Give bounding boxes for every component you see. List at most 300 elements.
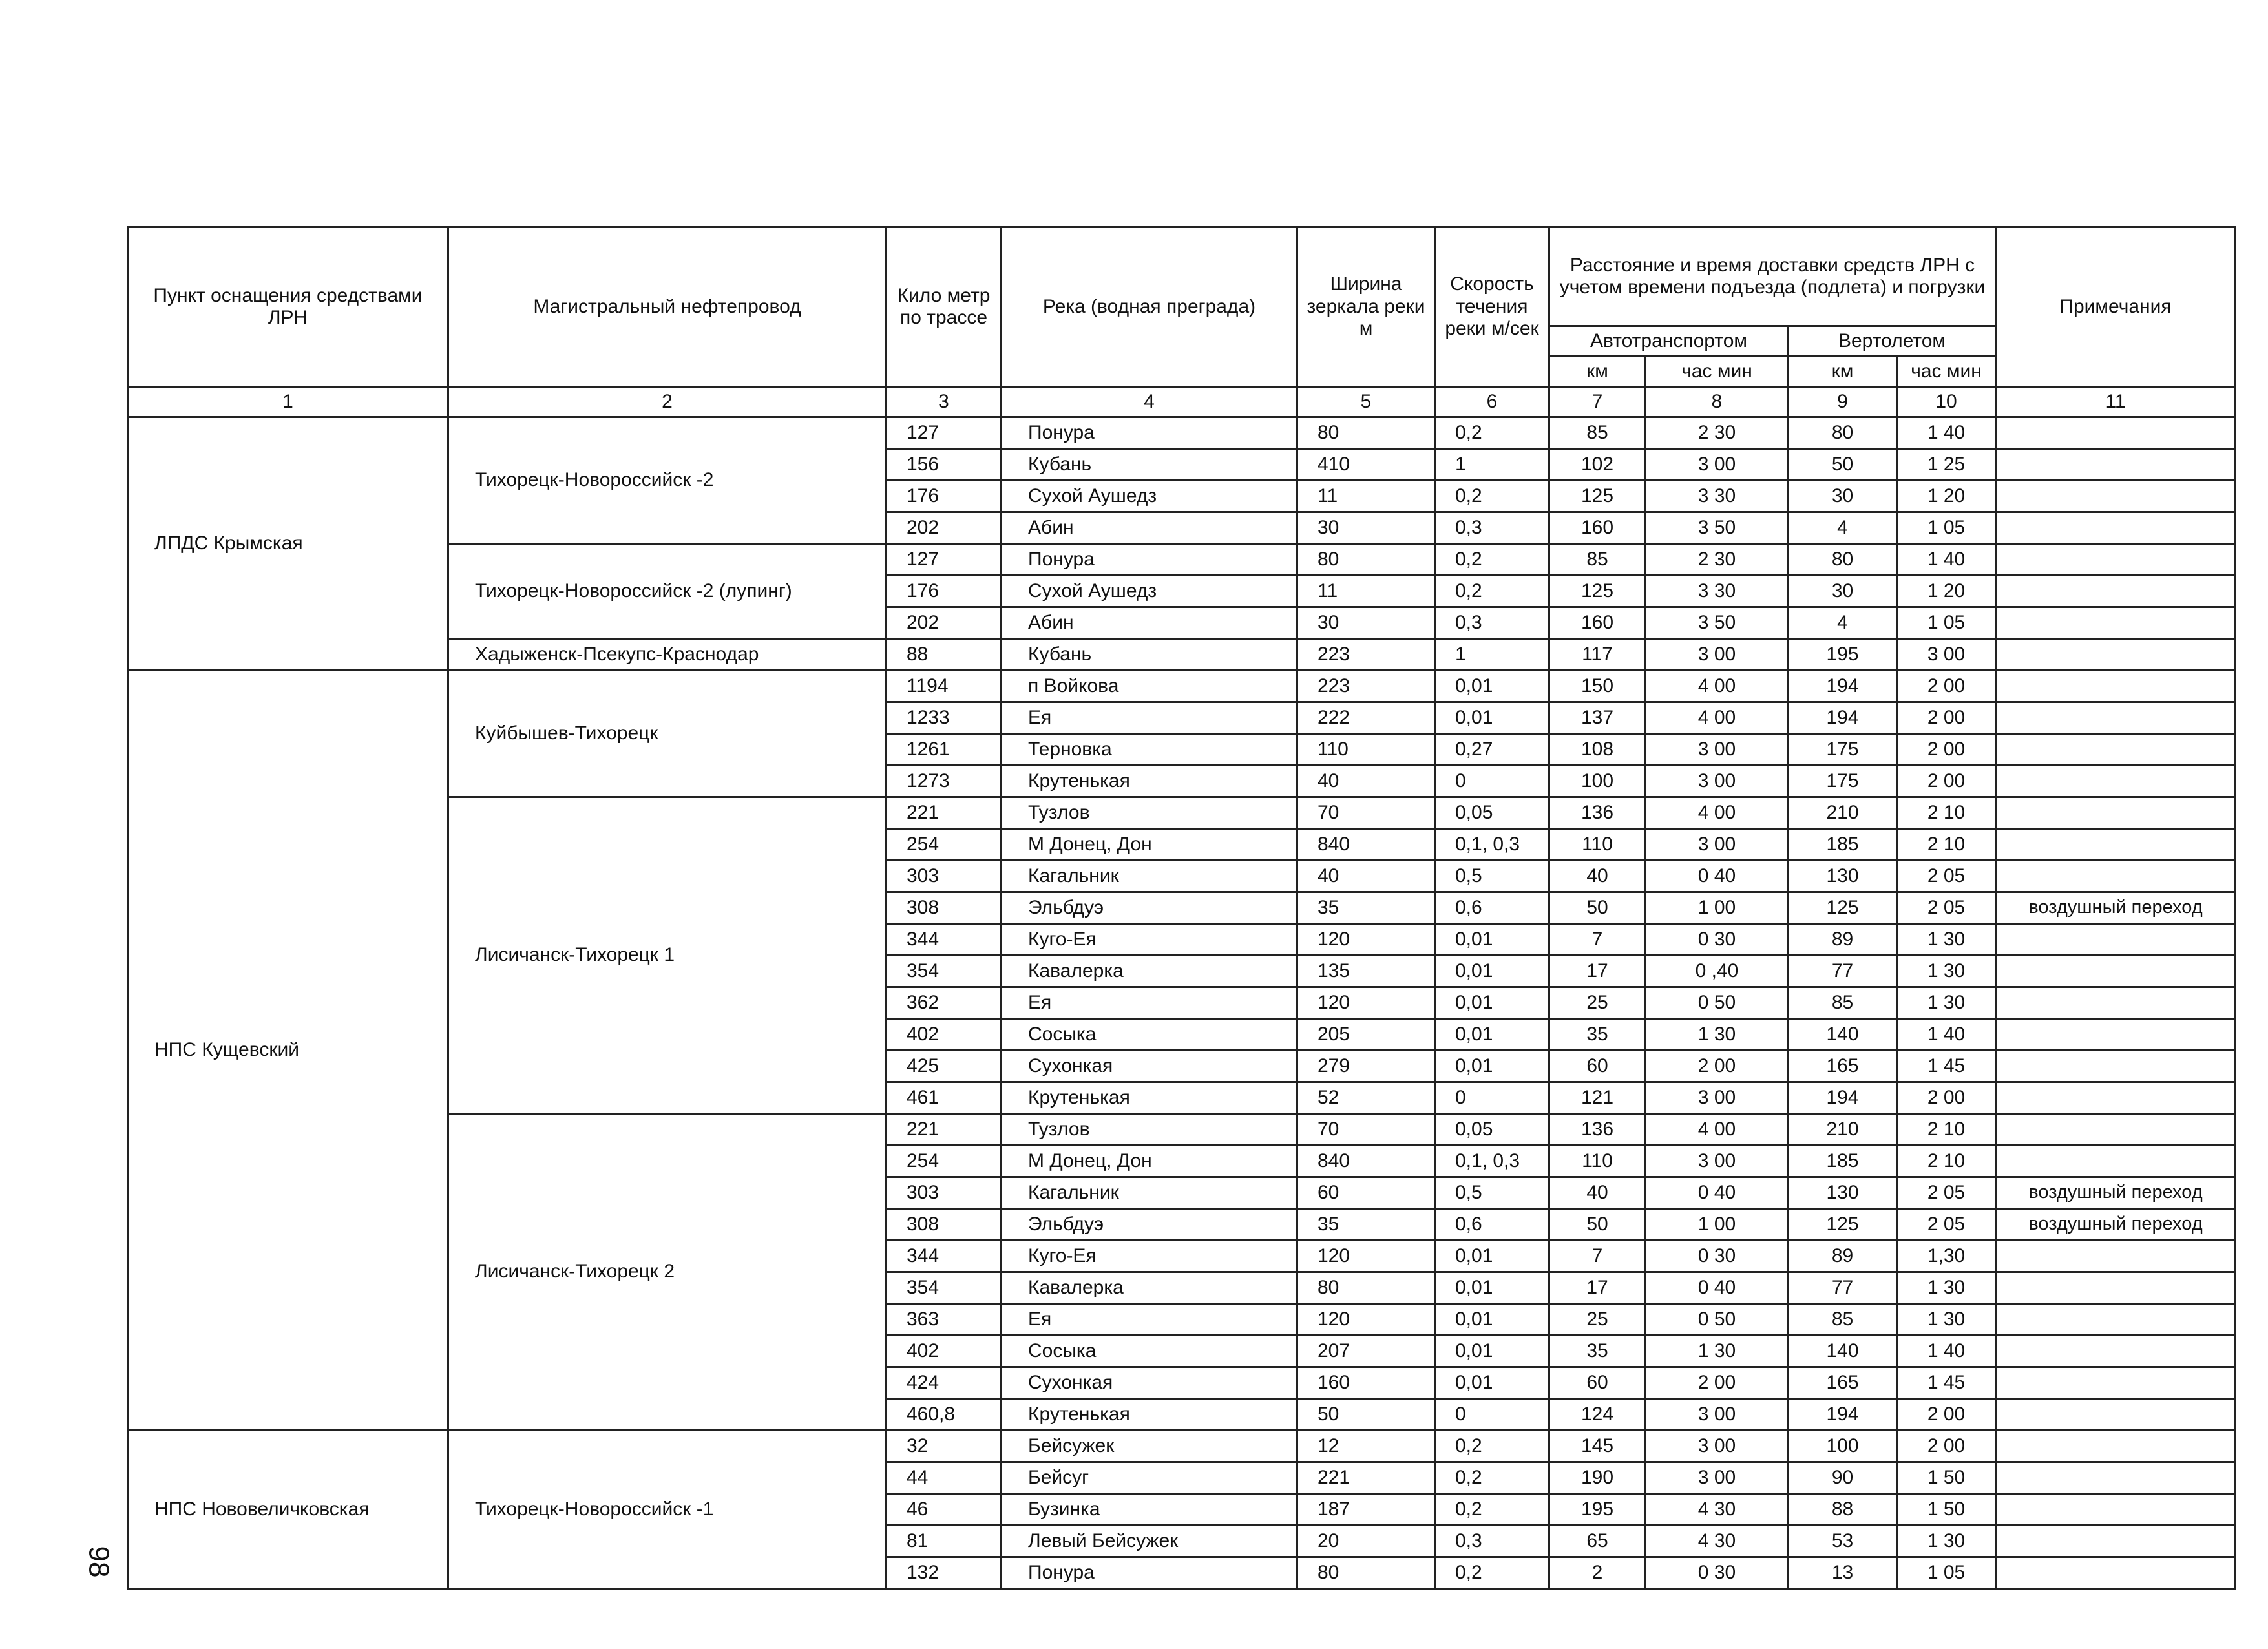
header-auto-time: час мин [1646,357,1789,387]
table-row [128,1431,2236,1462]
river-cell: Кавалерка [1002,956,1297,987]
heli-time-cell: 2 00 [1897,766,1996,797]
heli-km-cell: 175 [1789,734,1897,766]
note-cell [1996,829,2236,861]
table-row [128,671,2236,702]
speed-cell: 0 [1435,1399,1549,1431]
speed-cell: 0,2 [1435,1462,1549,1494]
speed-cell: 0,2 [1435,1557,1549,1589]
heli-km-cell: 13 [1789,1557,1897,1589]
heli-time-cell: 1 40 [1897,1019,1996,1051]
column-number: 5 [1297,387,1435,417]
auto-km-cell: 136 [1549,797,1646,829]
auto-km-cell: 121 [1549,1082,1646,1114]
auto-km-cell: 85 [1549,544,1646,576]
km-cell: 1261 [887,734,1002,766]
km-cell: 81 [887,1526,1002,1557]
note-cell [1996,639,2236,671]
note-cell [1996,797,2236,829]
column-number-row [128,387,2236,417]
river-cell: Кагальник [1002,1177,1297,1209]
width-cell: 70 [1297,797,1435,829]
auto-km-cell: 110 [1549,1146,1646,1177]
width-cell: 30 [1297,607,1435,639]
auto-time-cell: 3 50 [1646,512,1789,544]
km-cell: 202 [887,512,1002,544]
column-number: 10 [1897,387,1996,417]
heli-km-cell: 194 [1789,1399,1897,1431]
width-cell: 50 [1297,1399,1435,1431]
auto-time-cell: 0 40 [1646,861,1789,892]
km-cell: 344 [887,924,1002,956]
width-cell: 11 [1297,481,1435,512]
header-auto: Автотранспортом [1549,326,1789,357]
km-cell: 303 [887,861,1002,892]
width-cell: 160 [1297,1367,1435,1399]
auto-km-cell: 125 [1549,481,1646,512]
river-cell: Куго-Ея [1002,924,1297,956]
auto-time-cell: 1 30 [1646,1019,1789,1051]
auto-time-cell: 2 30 [1646,417,1789,449]
note-cell [1996,417,2236,449]
river-cell: Понура [1002,1557,1297,1589]
river-cell: Бейсуг [1002,1462,1297,1494]
note-cell [1996,1019,2236,1051]
heli-km-cell: 165 [1789,1051,1897,1082]
river-cell: Тузлов [1002,1114,1297,1146]
auto-km-cell: 60 [1549,1367,1646,1399]
heli-km-cell: 80 [1789,417,1897,449]
km-cell: 363 [887,1304,1002,1336]
river-cell: Кавалерка [1002,1272,1297,1304]
heli-time-cell: 1 25 [1897,449,1996,481]
auto-km-cell: 25 [1549,987,1646,1019]
river-cell: Крутенькая [1002,1399,1297,1431]
heli-km-cell: 125 [1789,1209,1897,1241]
auto-km-cell: 25 [1549,1304,1646,1336]
speed-cell: 0,3 [1435,607,1549,639]
km-cell: 1273 [887,766,1002,797]
speed-cell: 0,05 [1435,797,1549,829]
note-cell [1996,1304,2236,1336]
heli-time-cell: 2 00 [1897,671,1996,702]
heli-time-cell: 1 30 [1897,987,1996,1019]
auto-km-cell: 108 [1549,734,1646,766]
auto-time-cell: 4 30 [1646,1494,1789,1526]
heli-time-cell: 1 30 [1897,1304,1996,1336]
auto-time-cell: 0 40 [1646,1177,1789,1209]
header-heli-time: час мин [1897,357,1996,387]
heli-time-cell: 1 30 [1897,956,1996,987]
heli-time-cell: 1 30 [1897,1272,1996,1304]
column-number: 3 [887,387,1002,417]
auto-km-cell: 195 [1549,1494,1646,1526]
km-cell: 402 [887,1019,1002,1051]
heli-km-cell: 140 [1789,1336,1897,1367]
speed-cell: 0,01 [1435,924,1549,956]
heli-km-cell: 125 [1789,892,1897,924]
header-pipeline: Магистральный нефтепровод [448,227,887,387]
width-cell: 70 [1297,1114,1435,1146]
heli-km-cell: 4 [1789,607,1897,639]
auto-km-cell: 50 [1549,1209,1646,1241]
auto-time-cell: 0 ,40 [1646,956,1789,987]
heli-time-cell: 1 05 [1897,512,1996,544]
river-cell: Сухой Аушедз [1002,481,1297,512]
pipeline-cell: Тихорецк-Новороссийск -2 (лупинг) [448,544,887,639]
speed-cell: 0,2 [1435,1431,1549,1462]
river-cell: Крутенькая [1002,1082,1297,1114]
heli-time-cell: 2 05 [1897,892,1996,924]
width-cell: 80 [1297,417,1435,449]
width-cell: 30 [1297,512,1435,544]
note-cell [1996,1051,2236,1082]
heli-time-cell: 2 00 [1897,1431,1996,1462]
auto-km-cell: 102 [1549,449,1646,481]
pipeline-cell: Тихорецк-Новороссийск -1 [448,1431,887,1589]
note-cell [1996,512,2236,544]
auto-time-cell: 2 30 [1646,544,1789,576]
width-cell: 120 [1297,987,1435,1019]
heli-time-cell: 2 00 [1897,702,1996,734]
header-delivery: Расстояние и время доставки средств ЛРН с учетом времени подъезда (подлета) и погрузки [1549,227,1996,326]
heli-km-cell: 77 [1789,956,1897,987]
river-cell: М Донец, Дон [1002,829,1297,861]
speed-cell: 0,01 [1435,671,1549,702]
note-cell [1996,576,2236,607]
km-cell: 176 [887,576,1002,607]
heli-time-cell: 1 50 [1897,1494,1996,1526]
auto-km-cell: 150 [1549,671,1646,702]
heli-time-cell: 2 10 [1897,829,1996,861]
speed-cell: 1 [1435,449,1549,481]
auto-km-cell: 35 [1549,1336,1646,1367]
heli-km-cell: 210 [1789,797,1897,829]
heli-km-cell: 185 [1789,829,1897,861]
river-cell: Кубань [1002,639,1297,671]
river-cell: Ея [1002,702,1297,734]
auto-km-cell: 145 [1549,1431,1646,1462]
width-cell: 207 [1297,1336,1435,1367]
note-cell [1996,924,2236,956]
km-cell: 176 [887,481,1002,512]
column-number: 7 [1549,387,1646,417]
speed-cell: 0,1, 0,3 [1435,829,1549,861]
note-cell [1996,1367,2236,1399]
auto-time-cell: 0 50 [1646,1304,1789,1336]
auto-km-cell: 85 [1549,417,1646,449]
column-number: 6 [1435,387,1549,417]
heli-km-cell: 195 [1789,639,1897,671]
note-cell: воздушный переход [1996,1177,2236,1209]
heli-km-cell: 194 [1789,671,1897,702]
auto-km-cell: 124 [1549,1399,1646,1431]
width-cell: 40 [1297,861,1435,892]
km-cell: 1233 [887,702,1002,734]
km-cell: 354 [887,1272,1002,1304]
speed-cell: 0,01 [1435,1272,1549,1304]
column-number: 11 [1996,387,2236,417]
width-cell: 187 [1297,1494,1435,1526]
heli-time-cell: 2 10 [1897,1114,1996,1146]
heli-time-cell: 1 40 [1897,1336,1996,1367]
heli-km-cell: 175 [1789,766,1897,797]
heli-km-cell: 80 [1789,544,1897,576]
width-cell: 12 [1297,1431,1435,1462]
heli-km-cell: 77 [1789,1272,1897,1304]
heli-time-cell: 1 50 [1897,1462,1996,1494]
heli-km-cell: 140 [1789,1019,1897,1051]
km-cell: 46 [887,1494,1002,1526]
auto-km-cell: 160 [1549,512,1646,544]
note-cell [1996,987,2236,1019]
river-cell: Ея [1002,987,1297,1019]
auto-km-cell: 190 [1549,1462,1646,1494]
speed-cell: 1 [1435,639,1549,671]
width-cell: 35 [1297,892,1435,924]
width-cell: 222 [1297,702,1435,734]
speed-cell: 0,01 [1435,1241,1549,1272]
km-cell: 303 [887,1177,1002,1209]
heli-km-cell: 88 [1789,1494,1897,1526]
km-cell: 425 [887,1051,1002,1082]
note-cell [1996,1557,2236,1589]
river-cell: п Войкова [1002,671,1297,702]
river-cell: Терновка [1002,734,1297,766]
width-cell: 120 [1297,924,1435,956]
note-cell [1996,702,2236,734]
km-cell: 354 [887,956,1002,987]
km-cell: 308 [887,1209,1002,1241]
heli-km-cell: 89 [1789,924,1897,956]
speed-cell: 0 [1435,1082,1549,1114]
width-cell: 110 [1297,734,1435,766]
auto-km-cell: 17 [1549,1272,1646,1304]
heli-time-cell: 1 40 [1897,417,1996,449]
km-cell: 88 [887,639,1002,671]
speed-cell: 0,2 [1435,417,1549,449]
river-cell: Ея [1002,1304,1297,1336]
heli-km-cell: 85 [1789,987,1897,1019]
page-number: 98 [83,1546,115,1578]
river-cell: Эльбдуэ [1002,892,1297,924]
auto-time-cell: 1 00 [1646,892,1789,924]
auto-time-cell: 1 00 [1646,1209,1789,1241]
heli-time-cell: 1 30 [1897,1526,1996,1557]
speed-cell: 0 [1435,766,1549,797]
km-cell: 308 [887,892,1002,924]
auto-time-cell: 3 00 [1646,734,1789,766]
km-cell: 362 [887,987,1002,1019]
heli-time-cell: 1 05 [1897,1557,1996,1589]
heli-km-cell: 89 [1789,1241,1897,1272]
auto-time-cell: 2 00 [1646,1367,1789,1399]
heli-time-cell: 1 20 [1897,481,1996,512]
speed-cell: 0,01 [1435,702,1549,734]
auto-km-cell: 17 [1549,956,1646,987]
rivers-table [127,226,2236,1590]
auto-time-cell: 0 50 [1646,987,1789,1019]
km-cell: 461 [887,1082,1002,1114]
auto-km-cell: 60 [1549,1051,1646,1082]
km-cell: 254 [887,829,1002,861]
note-cell [1996,671,2236,702]
auto-time-cell: 0 40 [1646,1272,1789,1304]
river-cell: Тузлов [1002,797,1297,829]
km-cell: 156 [887,449,1002,481]
point-cell: НПС Кущевский [128,671,448,1431]
note-cell [1996,1462,2236,1494]
river-cell: Бейсужек [1002,1431,1297,1462]
river-cell: Сухонкая [1002,1051,1297,1082]
km-cell: 202 [887,607,1002,639]
auto-km-cell: 35 [1549,1019,1646,1051]
km-cell: 460,8 [887,1399,1002,1431]
speed-cell: 0,27 [1435,734,1549,766]
heli-time-cell: 1 45 [1897,1367,1996,1399]
river-cell: Абин [1002,512,1297,544]
auto-km-cell: 125 [1549,576,1646,607]
river-cell: Сухой Аушедз [1002,576,1297,607]
header-width: Ширина зеркала реки м [1297,227,1435,387]
note-cell [1996,1082,2236,1114]
heli-time-cell: 1 05 [1897,607,1996,639]
speed-cell: 0,6 [1435,1209,1549,1241]
width-cell: 410 [1297,449,1435,481]
heli-time-cell: 2 10 [1897,1146,1996,1177]
speed-cell: 0,2 [1435,1494,1549,1526]
note-cell [1996,1114,2236,1146]
auto-km-cell: 136 [1549,1114,1646,1146]
auto-time-cell: 3 00 [1646,1462,1789,1494]
note-cell [1996,766,2236,797]
auto-km-cell: 7 [1549,924,1646,956]
column-number: 8 [1646,387,1789,417]
river-cell: Куго-Ея [1002,1241,1297,1272]
header-river: Река (водная преграда) [1002,227,1297,387]
auto-time-cell: 3 30 [1646,576,1789,607]
river-cell: Понура [1002,417,1297,449]
heli-km-cell: 185 [1789,1146,1897,1177]
heli-time-cell: 2 05 [1897,1209,1996,1241]
column-number: 2 [448,387,887,417]
heli-time-cell: 2 00 [1897,1399,1996,1431]
river-cell: Сосыка [1002,1019,1297,1051]
km-cell: 127 [887,544,1002,576]
km-cell: 44 [887,1462,1002,1494]
km-cell: 424 [887,1367,1002,1399]
speed-cell: 0,2 [1435,481,1549,512]
river-cell: Абин [1002,607,1297,639]
heli-time-cell: 1,30 [1897,1241,1996,1272]
auto-km-cell: 65 [1549,1526,1646,1557]
width-cell: 52 [1297,1082,1435,1114]
note-cell: воздушный переход [1996,892,2236,924]
speed-cell: 0,5 [1435,1177,1549,1209]
heli-km-cell: 210 [1789,1114,1897,1146]
heli-time-cell: 2 00 [1897,734,1996,766]
note-cell [1996,1399,2236,1431]
point-cell: ЛПДС Крымская [128,417,448,671]
speed-cell: 0,2 [1435,576,1549,607]
auto-time-cell: 4 30 [1646,1526,1789,1557]
heli-km-cell: 100 [1789,1431,1897,1462]
header-auto-km: км [1549,357,1646,387]
document-sheet [127,226,2234,1590]
river-cell: Бузинка [1002,1494,1297,1526]
width-cell: 60 [1297,1177,1435,1209]
speed-cell: 0,6 [1435,892,1549,924]
pipeline-cell: Лисичанск-Тихорецк 1 [448,797,887,1114]
note-cell [1996,861,2236,892]
speed-cell: 0,01 [1435,1367,1549,1399]
auto-time-cell: 4 00 [1646,1114,1789,1146]
auto-km-cell: 117 [1549,639,1646,671]
auto-time-cell: 3 00 [1646,1082,1789,1114]
header-heli-km: км [1789,357,1897,387]
auto-km-cell: 40 [1549,1177,1646,1209]
note-cell [1996,1241,2236,1272]
heli-km-cell: 130 [1789,861,1897,892]
width-cell: 40 [1297,766,1435,797]
auto-time-cell: 1 30 [1646,1336,1789,1367]
note-cell [1996,1494,2236,1526]
km-cell: 402 [887,1336,1002,1367]
auto-time-cell: 0 30 [1646,1241,1789,1272]
heli-km-cell: 30 [1789,481,1897,512]
auto-time-cell: 4 00 [1646,702,1789,734]
width-cell: 120 [1297,1241,1435,1272]
river-cell: Сосыка [1002,1336,1297,1367]
auto-time-cell: 3 00 [1646,766,1789,797]
header-heli: Вертолетом [1789,326,1996,357]
auto-time-cell: 0 30 [1646,924,1789,956]
auto-km-cell: 100 [1549,766,1646,797]
speed-cell: 0,01 [1435,956,1549,987]
note-cell [1996,607,2236,639]
river-cell: Сухонкая [1002,1367,1297,1399]
river-cell: Крутенькая [1002,766,1297,797]
header-notes: Примечания [1996,227,2236,387]
pipeline-cell: Лисичанск-Тихорецк 2 [448,1114,887,1431]
auto-km-cell: 2 [1549,1557,1646,1589]
note-cell [1996,734,2236,766]
heli-km-cell: 53 [1789,1526,1897,1557]
pipeline-cell: Тихорецк-Новороссийск -2 [448,417,887,544]
auto-km-cell: 137 [1549,702,1646,734]
note-cell [1996,1526,2236,1557]
km-cell: 1194 [887,671,1002,702]
note-cell: воздушный переход [1996,1209,2236,1241]
km-cell: 127 [887,417,1002,449]
width-cell: 223 [1297,639,1435,671]
heli-time-cell: 2 10 [1897,797,1996,829]
auto-time-cell: 0 30 [1646,1557,1789,1589]
heli-time-cell: 1 40 [1897,544,1996,576]
auto-time-cell: 4 00 [1646,797,1789,829]
auto-time-cell: 3 00 [1646,1431,1789,1462]
heli-time-cell: 1 45 [1897,1051,1996,1082]
speed-cell: 0,05 [1435,1114,1549,1146]
river-cell: Кубань [1002,449,1297,481]
heli-km-cell: 85 [1789,1304,1897,1336]
auto-time-cell: 3 00 [1646,1399,1789,1431]
width-cell: 120 [1297,1304,1435,1336]
speed-cell: 0,2 [1435,544,1549,576]
column-number: 4 [1002,387,1297,417]
km-cell: 132 [887,1557,1002,1589]
heli-km-cell: 90 [1789,1462,1897,1494]
